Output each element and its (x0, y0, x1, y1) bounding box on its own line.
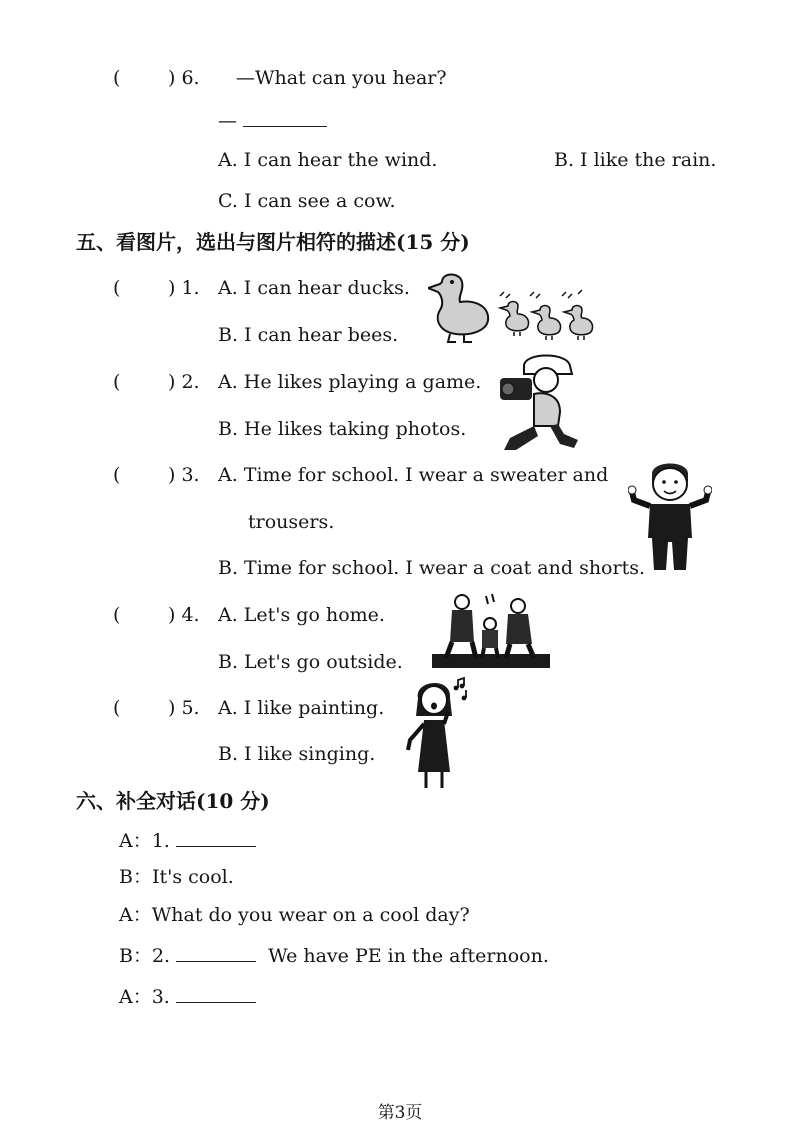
option-a-continued: trousers. (248, 511, 335, 533)
option-b: B. He likes taking photos. (218, 418, 467, 440)
option-a: A. Time for school. I wear a sweater and (218, 464, 609, 486)
question-number: ) 3. (168, 464, 200, 486)
option-a: A. I can hear the wind. (218, 149, 438, 171)
photographer-picture (494, 352, 582, 458)
option-b: B. I like singing. (218, 743, 376, 765)
option-c: C. I can see a cow. (218, 190, 396, 212)
dialogue-line (119, 984, 256, 1009)
speaker: A： (119, 904, 152, 926)
dash: — (218, 110, 237, 132)
speaker: A：1. (119, 830, 170, 852)
section-title: 六、补全对话(10 分) (76, 789, 270, 813)
dialogue-line (119, 865, 234, 889)
speaker: A：3. (119, 986, 170, 1008)
option-a: A. Let's go home. (218, 604, 385, 626)
speaker: B：2. (119, 945, 171, 967)
answer-paren-open: ( (113, 464, 121, 486)
option-b: B. Time for school. I wear a coat and shorts. (218, 557, 645, 579)
question-number: ) 6. (168, 67, 200, 89)
question-number: ) 4. (168, 604, 200, 626)
answer-paren-open: ( (113, 371, 121, 393)
option-a: A. I can hear ducks. (218, 277, 410, 299)
answer-paren-open: ( (113, 67, 121, 89)
boy-sweater-picture (628, 458, 712, 576)
option-a: A. He likes playing a game. (218, 371, 482, 393)
speaker: B： (119, 866, 152, 888)
option-b: B. Let's go outside. (218, 651, 403, 673)
answer-blank[interactable] (243, 108, 327, 127)
ducks-picture (428, 270, 600, 348)
option-a: A. I like painting. (218, 697, 385, 719)
answer-blank[interactable] (176, 943, 256, 962)
question-text: —What can you hear? (236, 67, 447, 89)
answer-paren-open: ( (113, 697, 121, 719)
page-number: 第3页 (377, 1103, 423, 1123)
family-outside-picture (432, 592, 550, 670)
dialogue-text: What do you wear on a cool day? (151, 904, 470, 926)
question-number: ) 2. (168, 371, 200, 393)
answer-paren-open: ( (113, 277, 121, 299)
answer-line (218, 108, 327, 133)
dialogue-text: We have PE in the afternoon. (268, 945, 549, 967)
answer-blank[interactable] (176, 984, 256, 1003)
girl-singing-picture (404, 676, 476, 794)
answer-paren-open: ( (113, 604, 121, 626)
dialogue-line (119, 943, 549, 968)
section-title: 五、看图片，选出与图片相符的描述(15 分) (76, 230, 470, 254)
question-number: ) 5. (168, 697, 200, 719)
dialogue-line (119, 903, 470, 927)
dialogue-text: It's cool. (151, 866, 234, 888)
answer-blank[interactable] (176, 828, 256, 847)
option-b: B. I can hear bees. (218, 324, 399, 346)
dialogue-line (119, 828, 256, 853)
option-b: B. I like the rain. (554, 149, 717, 171)
question-number: ) 1. (168, 277, 200, 299)
